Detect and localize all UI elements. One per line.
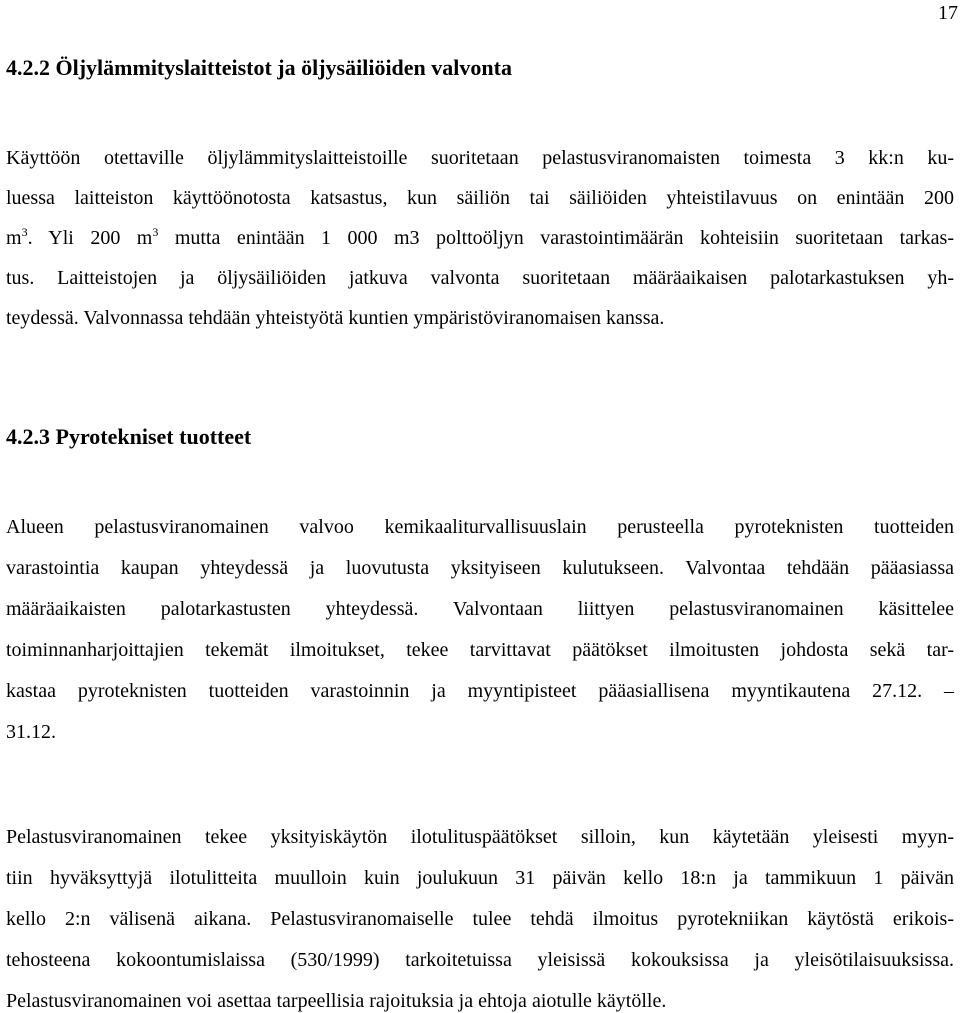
text-line: toiminnanharjoittajien tekemät ilmoitukset, tekee tarvittavat päätökset ilmoitusten johdosta sekä tar-	[6, 639, 954, 661]
text-fragment: m	[6, 227, 22, 249]
text-line: tehosteena kokoontumislaissa (530/1999) tarkoitetuissa yleisissä kokouksissa ja yleisötilaisuuksissa.	[6, 949, 954, 971]
text-fragment: mutta enintään 1 000 m3 polttoöljyn varastointimäärän kohteisiin suoritetaan tarkas-	[158, 227, 954, 249]
text-line: tiin hyväksyttyjä ilotulitteita muulloin kuin joulukuun 31 päivän kello 18:n ja tammikuun 1 päivän	[6, 867, 954, 889]
text-line: tus. Laitteistojen ja öljysäiliöiden jatkuva valvonta suoritetaan määräaikaisen palotarkastuksen yh-	[6, 267, 954, 289]
text-line: teydessä. Valvonnassa tehdään yhteistyötä kuntien ympäristöviranomaisen kanssa.	[6, 307, 665, 329]
section-heading-oil-heating: 4.2.2 Öljylämmityslaitteistot ja öljysäiliöiden valvonta	[6, 55, 512, 80]
text-line: Pelastusviranomainen tekee yksityiskäytön ilotulituspäätökset silloin, kun käytetään yleisesti myyn-	[6, 826, 954, 848]
page-number: 17	[938, 2, 958, 24]
superscript: 3	[21, 225, 28, 239]
text-line: kello 2:n välisenä aikana. Pelastusviranomaiselle tulee tehdä ilmoitus pyrotekniikan käytöstä erikois-	[6, 908, 954, 930]
text-fragment: . Yli 200 m	[27, 227, 153, 249]
text-line: määräaikaisten palotarkastusten yhteydessä. Valvontaan liittyen pelastusviranomainen käsittelee	[6, 598, 954, 620]
text-line: 31.12.	[6, 721, 56, 743]
text-line: Pelastusviranomainen voi asettaa tarpeellisia rajoituksia ja ehtoja aiotulle käytölle.	[6, 990, 667, 1012]
text-line: luessa laitteiston käyttöönotosta katsastus, kun säiliön tai säiliöiden yhteistilavuus on enintään 200	[6, 187, 954, 209]
superscript: 3	[152, 225, 159, 239]
text-line	[6, 226, 954, 250]
text-line: Käyttöön otettaville öljylämmityslaitteistoille suoritetaan pelastusviranomaisten toimesta 3 kk:n ku-	[6, 147, 954, 169]
text-line: Alueen pelastusviranomainen valvoo kemikaaliturvallisuuslain perusteella pyroteknisten tuotteiden	[6, 516, 954, 538]
text-line: varastointia kaupan yhteydessä ja luovutusta yksityiseen kulutukseen. Valvontaa tehdään pääasiassa	[6, 557, 954, 579]
text-line: kastaa pyroteknisten tuotteiden varastoinnin ja myyntipisteet pääasiallisena myyntikautena 27.12. –	[6, 680, 954, 702]
section-heading-pyrotechnics: 4.2.3 Pyrotekniset tuotteet	[6, 424, 252, 449]
